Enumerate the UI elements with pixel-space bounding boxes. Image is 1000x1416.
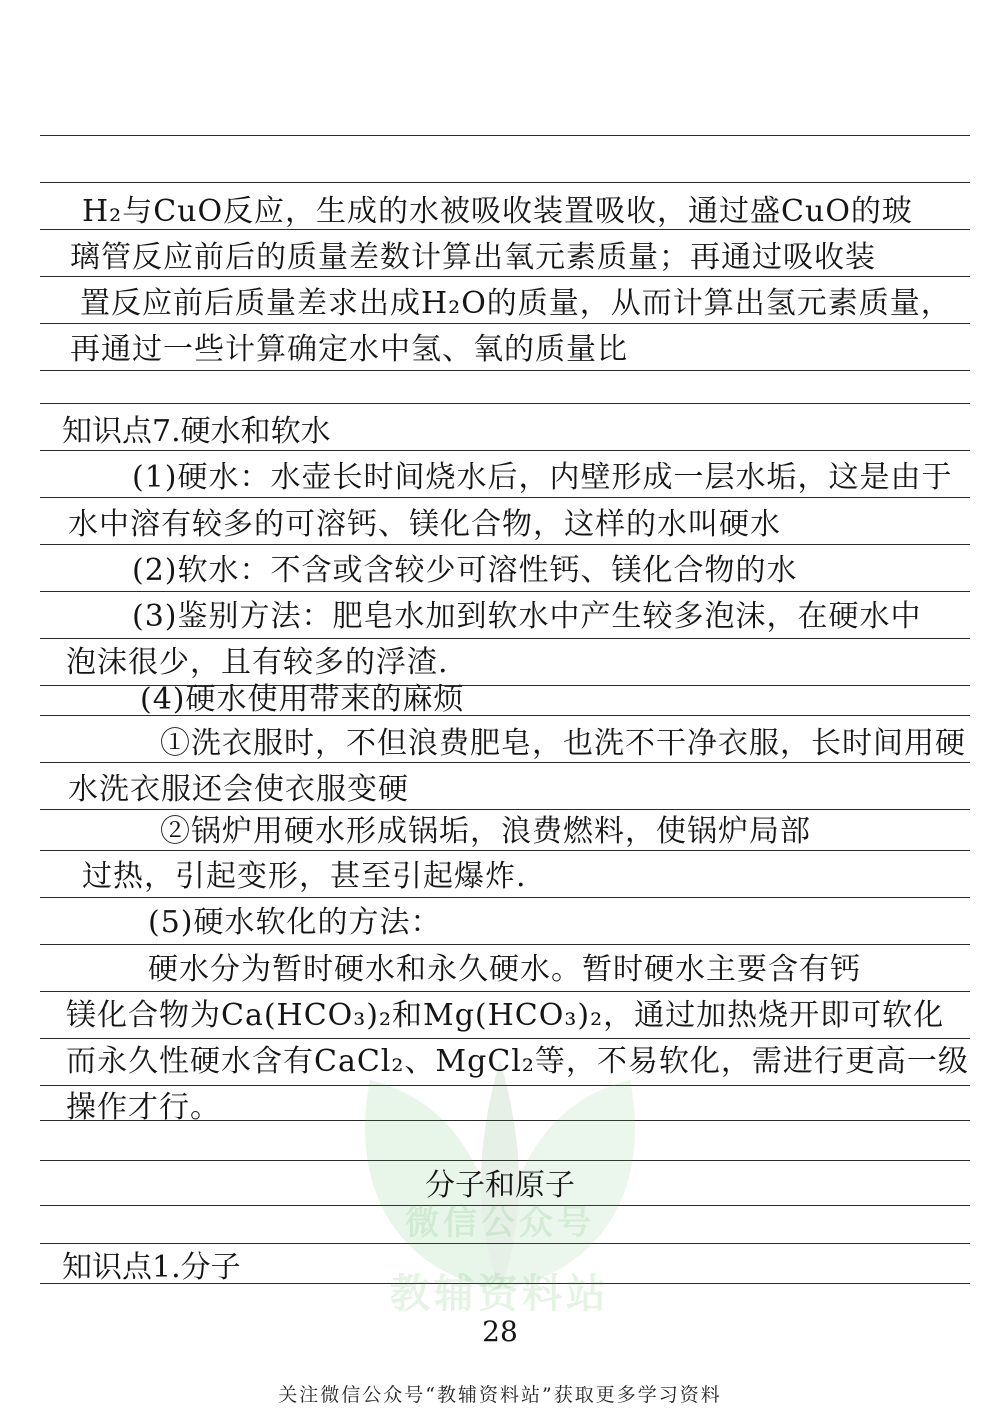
section7-line-3: (2)软水：不含或含较少可溶性钙、镁化合物的水 xyxy=(132,553,798,588)
section7-line-9: ②锅炉用硬水形成锅垢，浪费燃料，使锅炉局部 xyxy=(160,814,811,849)
footer-note: 关注微信公众号“教辅资料站”获取更多学习资料 xyxy=(278,1384,722,1406)
intro-line-1: H₂与CuO反应，生成的水被吸收装置吸收，通过盛CuO的玻 xyxy=(82,194,913,229)
section7-line-11: (5)硬水软化的方法： xyxy=(148,905,442,940)
ruled-line xyxy=(40,991,970,992)
ruled-line xyxy=(40,1160,970,1161)
watermark-text-line1: 微信公众号 xyxy=(405,1203,595,1243)
page-number: 28 xyxy=(482,1315,518,1348)
section7-line-14: 而永久性硬水含有CaCl₂、MgCl₂等，不易软化，需进行更高一级 xyxy=(66,1044,969,1079)
ruled-line xyxy=(40,403,970,404)
section7-line-12: 硬水分为暂时硬水和永久硬水。暂时硬水主要含有钙 xyxy=(148,952,861,987)
intro-line-3: 置反应前后质量差求出成H₂O的质量，从而计算出氢元素质量， xyxy=(80,286,952,321)
ruled-line xyxy=(40,1038,970,1039)
ruled-line xyxy=(40,1085,970,1086)
section7-line-10: 过热，引起变形，甚至引起爆炸. xyxy=(82,859,527,894)
section7-line-6: (4)硬水使用带来的麻烦 xyxy=(140,682,465,717)
ruled-line xyxy=(40,135,970,136)
section7-line-8: 水洗衣服还会使衣服变硬 xyxy=(68,772,409,807)
section7-line-2: 水中溶有较多的可溶钙、镁化合物，这样的水叫硬水 xyxy=(68,507,781,542)
ruled-line xyxy=(40,370,970,371)
ruled-line xyxy=(40,591,970,592)
intro-line-4: 再通过一些计算确定水中氢、氧的质量比 xyxy=(70,332,628,367)
intro-line-2: 璃管反应前后的质量差数计算出氧元素质量；再通过吸收装 xyxy=(70,240,876,275)
section7-line-1: (1)硬水：水壶长时间烧水后，内壁形成一层水垢，这是由于 xyxy=(132,460,953,495)
section-heading-hard-soft-water: 知识点7.硬水和软水 xyxy=(62,414,331,449)
ruled-line xyxy=(40,944,970,945)
ruled-line xyxy=(40,897,970,898)
chapter-title: 分子和原子 xyxy=(425,1168,575,1203)
ruled-line xyxy=(40,638,970,639)
watermark-text-line2: 教辅资料站 xyxy=(390,1271,610,1317)
section7-line-15: 操作才行。 xyxy=(66,1090,221,1125)
section7-line-5: 泡沫很少，且有较多的浮渣. xyxy=(66,645,449,680)
section7-line-4: (3)鉴别方法：肥皂水加到软水中产生较多泡沫，在硬水中 xyxy=(132,599,922,634)
section7-line-7: ①洗衣服时，不但浪费肥皂，也洗不干净衣服，长时间用硬 xyxy=(160,726,966,761)
section-heading-molecule: 知识点1.分子 xyxy=(62,1250,241,1285)
ruled-line xyxy=(40,182,970,183)
section7-line-13: 镁化合物为Ca(HCO₃)₂和Mg(HCO₃)₂，通过加热烧开即可软化 xyxy=(66,998,945,1033)
